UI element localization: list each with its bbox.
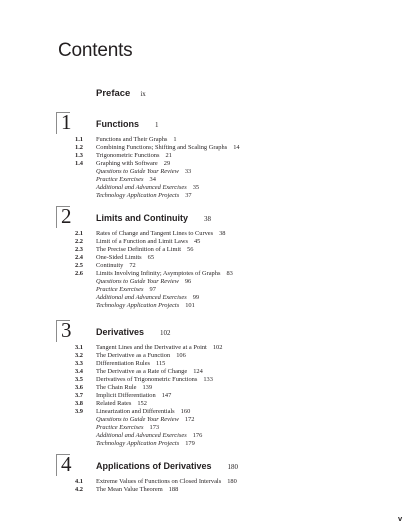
- entry-page: 33: [184, 168, 192, 175]
- section-entry[interactable]: [0, 254, 416, 262]
- entry-title: Related Rates: [96, 400, 132, 407]
- entry-page: 115: [156, 360, 166, 367]
- section-number: 3.9: [75, 408, 83, 415]
- page-number: v: [398, 514, 403, 523]
- entry-title: The Mean Value Theorem: [96, 486, 163, 493]
- page-title: Contents: [58, 40, 133, 61]
- entry-title: The Precise Definition of a Limit: [96, 246, 182, 253]
- entry-text-wrap: [96, 254, 154, 262]
- entry-title: Graphing with Software: [96, 160, 158, 167]
- entry-text-wrap: [96, 278, 191, 286]
- entry-text-wrap: [96, 176, 156, 184]
- chapter-number: 4: [61, 452, 72, 476]
- section-entry[interactable]: [0, 486, 416, 494]
- section-entry[interactable]: [0, 408, 416, 416]
- entry-title: One-Sided Limits: [96, 254, 142, 261]
- section-number: 1.4: [75, 160, 83, 167]
- entry-text-wrap: [96, 344, 222, 352]
- section-entry[interactable]: [0, 400, 416, 408]
- entry-title: Tangent Lines and the Derivative at a Point: [96, 344, 207, 351]
- entry-page: 21: [165, 152, 172, 159]
- section-number: 2.4: [75, 254, 83, 261]
- entry-page: 133: [203, 376, 213, 383]
- entry-page: 106: [176, 352, 186, 359]
- preface-entry[interactable]: [96, 88, 146, 99]
- review-entry[interactable]: [0, 278, 416, 286]
- entry-text-wrap: [96, 392, 171, 400]
- section-entry[interactable]: [0, 368, 416, 376]
- entry-page: 188: [168, 486, 179, 493]
- chapter-title-label: Functions: [96, 119, 139, 129]
- entry-page: 1: [173, 136, 177, 143]
- entry-text-wrap: [96, 478, 237, 486]
- review-entry[interactable]: [0, 184, 416, 192]
- entry-title: Limit of a Function and Limit Laws: [96, 238, 188, 245]
- entry-title: Questions to Guide Your Review: [96, 278, 179, 285]
- entry-page: 29: [163, 160, 171, 167]
- section-number: 1.1: [75, 136, 83, 143]
- section-entry[interactable]: [0, 376, 416, 384]
- section-entry[interactable]: [0, 160, 416, 168]
- entry-page: 99: [192, 294, 200, 301]
- entry-page: 101: [185, 302, 195, 309]
- entry-text-wrap: [96, 384, 152, 392]
- entry-page: 37: [185, 192, 192, 199]
- section-number: 4.2: [75, 486, 83, 493]
- entry-text-wrap: [96, 192, 192, 200]
- entry-title: Technology Application Projects: [96, 302, 180, 309]
- review-entry[interactable]: [0, 302, 416, 310]
- entry-text-wrap: [96, 302, 195, 310]
- entry-page: 45: [193, 238, 201, 245]
- entry-title: Additional and Advanced Exercises: [96, 184, 187, 191]
- entry-text-wrap: [96, 160, 170, 168]
- section-entry[interactable]: [0, 360, 416, 368]
- entry-text-wrap: [96, 184, 199, 192]
- review-entry[interactable]: [0, 168, 416, 176]
- section-list: [0, 136, 416, 200]
- entry-text-wrap: [96, 262, 136, 270]
- entry-title: Derivatives of Trigonometric Functions: [96, 376, 198, 383]
- section-number: 4.1: [75, 478, 83, 485]
- section-entry[interactable]: [0, 246, 416, 254]
- entry-page: 102: [212, 344, 223, 351]
- chapter-number-bracket: [56, 320, 70, 342]
- chapter-title[interactable]: [96, 119, 159, 129]
- entry-title: Trigonometric Functions: [96, 152, 160, 159]
- entry-page: 180: [227, 478, 237, 485]
- entry-text-wrap: [96, 368, 203, 376]
- entry-page: 152: [137, 400, 147, 407]
- entry-page: 176: [192, 432, 203, 439]
- entry-text-wrap: [96, 238, 200, 246]
- entry-title: Continuity: [96, 262, 124, 269]
- section-number: 3.6: [75, 384, 83, 391]
- section-number: 3.8: [75, 400, 83, 407]
- entry-title: The Derivative as a Function: [96, 352, 171, 359]
- section-number: 1.3: [75, 152, 83, 159]
- entry-title: Questions to Guide Your Review: [96, 168, 179, 175]
- entry-text-wrap: [96, 270, 233, 278]
- entry-page: 35: [192, 184, 200, 191]
- entry-page: 97: [149, 286, 156, 293]
- section-number: 2.3: [75, 246, 83, 253]
- review-entry[interactable]: [0, 294, 416, 302]
- entry-text-wrap: [96, 286, 156, 294]
- section-entry[interactable]: [0, 352, 416, 360]
- entry-text-wrap: [96, 400, 147, 408]
- entry-title: Implicit Differentiation: [96, 392, 156, 399]
- section-entry[interactable]: [0, 392, 416, 400]
- entry-title: Rates of Change and Tangent Lines to Curves: [96, 230, 214, 237]
- section-number: 3.5: [75, 376, 83, 383]
- chapter-number-bracket: [56, 206, 70, 228]
- entry-page: 172: [184, 416, 195, 423]
- chapter-number-bracket: [56, 454, 70, 476]
- chapter-page: 180: [227, 463, 239, 471]
- entry-title: Additional and Advanced Exercises: [96, 294, 187, 301]
- section-number: 3.4: [75, 368, 83, 375]
- entry-page: 173: [149, 424, 160, 431]
- preface-page: ix: [140, 90, 146, 98]
- section-number: 2.5: [75, 262, 83, 269]
- section-entry[interactable]: [0, 262, 416, 270]
- entry-title: Differentiation Rules: [96, 360, 151, 367]
- section-entry[interactable]: [0, 270, 416, 278]
- entry-page: 124: [193, 368, 203, 375]
- entry-page: 65: [147, 254, 155, 261]
- section-entry[interactable]: [0, 384, 416, 392]
- entry-text-wrap: [96, 408, 190, 416]
- entry-text-wrap: [96, 360, 165, 368]
- section-number: 1.2: [75, 144, 83, 151]
- entry-page: 179: [185, 440, 195, 447]
- section-number: 2.1: [75, 230, 83, 237]
- chapter-number-bracket: [56, 112, 70, 134]
- section-entry[interactable]: [0, 152, 416, 160]
- section-number: 3.1: [75, 344, 83, 351]
- entry-title: Questions to Guide Your Review: [96, 416, 179, 423]
- entry-title: Practice Exercises: [96, 424, 144, 431]
- entry-title: The Derivative as a Rate of Change: [96, 368, 188, 375]
- section-entry[interactable]: [0, 238, 416, 246]
- chapter-number: 1: [61, 110, 72, 134]
- chapter-title-label: Applications of Derivatives: [96, 461, 212, 471]
- review-entry[interactable]: [0, 416, 416, 424]
- entry-page: 72: [129, 262, 136, 269]
- review-entry[interactable]: [0, 286, 416, 294]
- section-list: [0, 344, 416, 448]
- entry-text-wrap: [96, 230, 226, 238]
- entry-title: Practice Exercises: [96, 286, 144, 293]
- entry-text-wrap: [96, 486, 178, 494]
- entry-text-wrap: [96, 424, 159, 432]
- entry-text-wrap: [96, 246, 193, 254]
- entry-text-wrap: [96, 352, 186, 360]
- entry-page: 38: [219, 230, 226, 237]
- entry-title: Functions and Their Graphs: [96, 136, 168, 143]
- entry-text-wrap: [96, 168, 191, 176]
- entry-text-wrap: [96, 294, 199, 302]
- section-entry[interactable]: [0, 230, 416, 238]
- section-list: [0, 478, 416, 494]
- entry-title: Technology Application Projects: [96, 192, 180, 199]
- entry-title: Linearization and Differentials: [96, 408, 175, 415]
- section-number: 3.7: [75, 392, 83, 399]
- entry-title: Limits Involving Infinity; Asymptotes of Graphs: [96, 270, 221, 277]
- entry-text-wrap: [96, 416, 194, 424]
- section-number: 2.2: [75, 238, 83, 245]
- review-entry[interactable]: [0, 176, 416, 184]
- entry-title: Practice Exercises: [96, 176, 144, 183]
- section-entry[interactable]: [0, 344, 416, 352]
- entry-page: 56: [187, 246, 194, 253]
- chapter-title[interactable]: [96, 461, 238, 471]
- entry-title: Combining Functions; Shifting and Scaling Graphs: [96, 144, 228, 151]
- entry-title: Extreme Values of Functions on Closed Intervals: [96, 478, 222, 485]
- entry-title: The Chain Rule: [96, 384, 137, 391]
- section-entry[interactable]: [0, 144, 416, 152]
- entry-text-wrap: [96, 144, 240, 152]
- chapter-title[interactable]: [96, 327, 171, 337]
- entry-page: 147: [161, 392, 172, 399]
- entry-text-wrap: [96, 136, 177, 144]
- entry-page: 83: [226, 270, 233, 277]
- entry-text-wrap: [96, 440, 195, 448]
- entry-title: Technology Application Projects: [96, 440, 180, 447]
- entry-page: 160: [180, 408, 191, 415]
- entry-title: Additional and Advanced Exercises: [96, 432, 187, 439]
- entry-text-wrap: [96, 152, 172, 160]
- entry-text-wrap: [96, 376, 213, 384]
- section-entry[interactable]: [0, 478, 416, 486]
- review-entry[interactable]: [0, 432, 416, 440]
- review-entry[interactable]: [0, 192, 416, 200]
- review-entry[interactable]: [0, 424, 416, 432]
- chapter-page: 1: [155, 121, 159, 129]
- entry-text-wrap: [96, 432, 202, 440]
- review-entry[interactable]: [0, 440, 416, 448]
- section-list: [0, 230, 416, 310]
- chapter-page: 38: [204, 215, 211, 223]
- chapter-number: 3: [61, 318, 72, 342]
- chapter-title-label: Derivatives: [96, 327, 145, 337]
- entry-page: 14: [233, 144, 240, 151]
- entry-page: 139: [142, 384, 153, 391]
- section-number: 3.3: [75, 360, 83, 367]
- entry-page: 96: [184, 278, 192, 285]
- section-number: 2.6: [75, 270, 83, 277]
- chapter-page: 102: [160, 329, 171, 337]
- section-entry[interactable]: [0, 136, 416, 144]
- preface-label: Preface: [96, 88, 131, 99]
- chapter-title[interactable]: [96, 213, 211, 223]
- entry-page: 34: [149, 176, 156, 183]
- section-number: 3.2: [75, 352, 83, 359]
- chapter-number: 2: [61, 204, 72, 228]
- chapter-title-label: Limits and Continuity: [96, 213, 188, 223]
